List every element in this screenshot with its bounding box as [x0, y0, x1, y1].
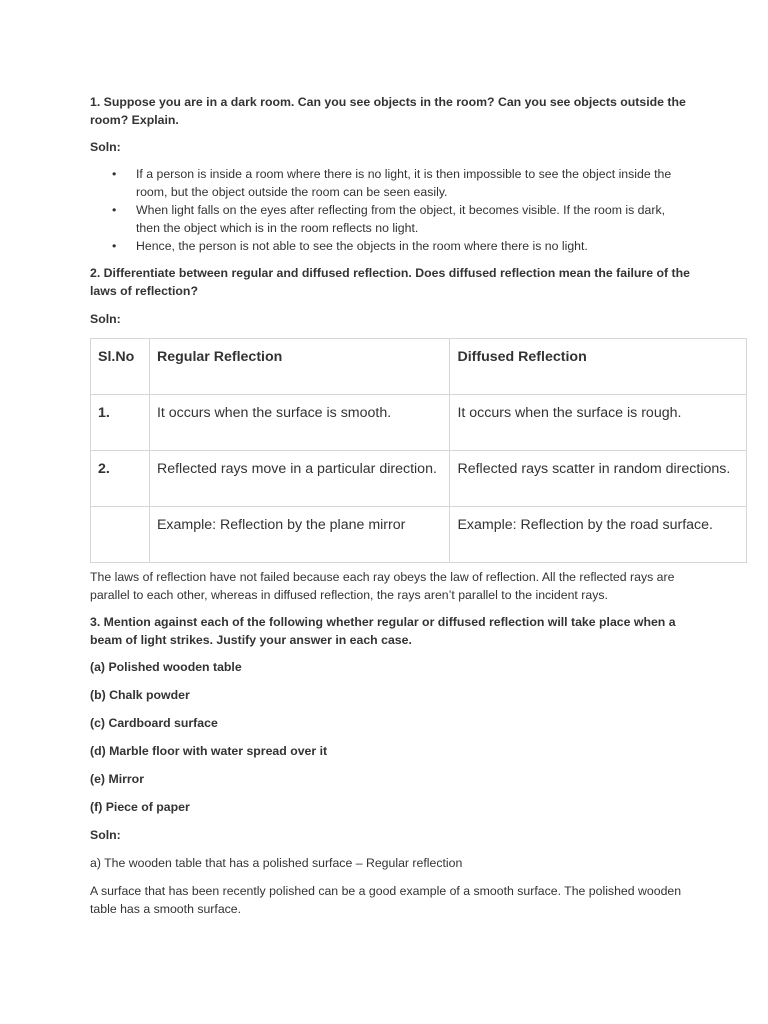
item-b: (b) Chalk powder	[90, 688, 190, 702]
list-item	[90, 201, 690, 237]
table-cell: It occurs when the surface is smooth.	[149, 395, 450, 451]
answer-3a-paragraph: A surface that has been recently polished can be a good example of a smooth surface. The polished wooden table has a smooth surface.	[90, 884, 682, 916]
item-e: (e) Mirror	[90, 772, 144, 786]
table-row	[91, 507, 747, 563]
table-row	[91, 451, 747, 507]
bullet-icon: •	[112, 167, 117, 181]
table-header-row	[91, 339, 747, 395]
list-item-text: Hence, the person is not able to see the objects in the room where there is no light.	[136, 239, 588, 253]
list-item	[90, 165, 690, 201]
soln-label-2: Soln:	[90, 312, 121, 326]
table-cell: Reflected rays scatter in random directions.	[450, 451, 747, 507]
answer-2-paragraph: The laws of reflection have not failed because each ray obeys the law of reflection. All the reflected rays are parallel to each other, whereas in diffused reflection, the rays aren’t parallel to the incident rays.	[90, 570, 675, 602]
soln-label-3: Soln:	[90, 828, 121, 842]
answer-3a: a) The wooden table that has a polished surface – Regular reflection	[90, 856, 463, 870]
table-cell: Example: Reflection by the plane mirror	[149, 507, 450, 563]
item-f: (f) Piece of paper	[90, 800, 190, 814]
list-item-text: When light falls on the eyes after reflecting from the object, it becomes visible. If the room is dark, then the object which is in the room reflects no light.	[136, 203, 666, 235]
table-cell: 2.	[91, 451, 150, 507]
answer-1-list	[90, 165, 690, 255]
table-cell: 1.	[91, 395, 150, 451]
list-item-text: If a person is inside a room where there is no light, it is then impossible to see the object inside the room, but the object outside the room can be seen easily.	[136, 167, 672, 199]
item-d: (d) Marble floor with water spread over it	[90, 744, 328, 758]
item-a: (a) Polished wooden table	[90, 660, 242, 674]
item-c: (c) Cardboard surface	[90, 716, 218, 730]
question-1: 1. Suppose you are in a dark room. Can you see objects in the room? Can you see objects outside the room? Explain.	[90, 95, 686, 127]
question-3: 3. Mention against each of the following whether regular or diffused reflection will take place when a beam of light strikes. Justify your answer in each case.	[90, 615, 676, 647]
document-page	[90, 93, 731, 918]
question-2: 2. Differentiate between regular and diffused reflection. Does diffused reflection mean the failure of the laws of reflection?	[90, 266, 690, 298]
table-header-cell: Regular Reflection	[149, 339, 450, 395]
table-header-cell: Diffused Reflection	[450, 339, 747, 395]
table-cell: Reflected rays move in a particular direction.	[149, 451, 450, 507]
table-cell	[91, 507, 150, 563]
soln-label-1: Soln:	[90, 140, 121, 154]
table-cell: It occurs when the surface is rough.	[450, 395, 747, 451]
table-header-cell: Sl.No	[91, 339, 150, 395]
bullet-icon: •	[112, 239, 117, 253]
table-cell: Example: Reflection by the road surface.	[450, 507, 747, 563]
table-row	[91, 395, 747, 451]
reflection-comparison-table	[90, 338, 747, 563]
list-item	[90, 237, 690, 255]
bullet-icon: •	[112, 203, 117, 217]
